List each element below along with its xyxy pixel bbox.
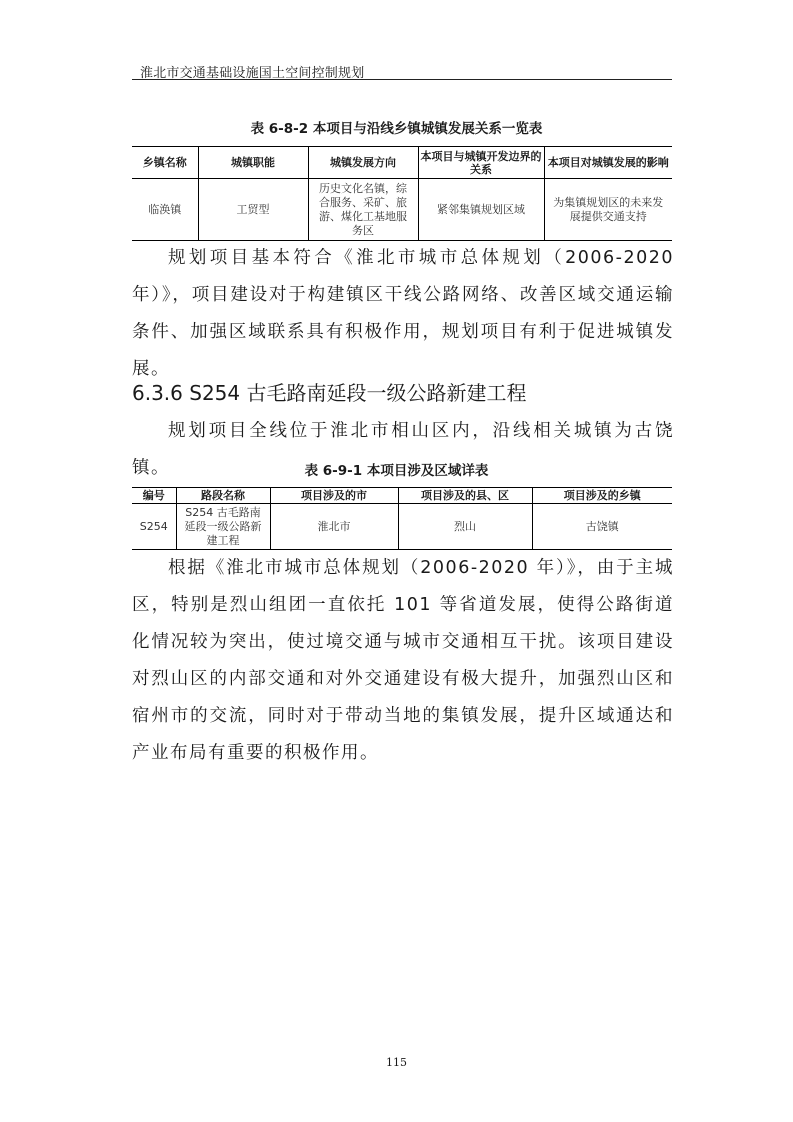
col-header: 本项目与城镇开发边界的关系: [418, 147, 544, 179]
table-cell: 为集镇规划区的未来发展提供交通支持: [544, 179, 672, 241]
col-header: 项目涉及的乡镇: [532, 488, 672, 504]
col-header: 城镇职能: [198, 147, 308, 179]
page-number: 115: [386, 1056, 407, 1069]
table-cell: 烈山: [398, 504, 532, 550]
table-header-row: [132, 488, 672, 504]
town-relation-table: [132, 146, 672, 241]
table1-caption: 表 6-8-2 本项目与沿线乡镇城镇发展关系一览表: [250, 121, 543, 137]
col-header: 乡镇名称: [142, 156, 187, 169]
section-title: S254 古毛路南延段一级公路新建工程: [189, 381, 527, 405]
table-cell: 历史文化名镇，综合服务、采矿、旅游、煤化工基地服务区: [308, 179, 418, 241]
body-paragraph: 规划项目全线位于淮北市相山区内，沿线相关城镇为古饶镇。: [132, 421, 674, 478]
table-cell: 淮北市: [270, 504, 398, 550]
col-header: 城镇发展方向: [308, 147, 418, 179]
table-cell: 临涣镇: [148, 202, 182, 216]
table2-caption: 表 6-9-1 本项目涉及区域详表: [304, 463, 489, 479]
body-paragraph: 根据《淮北市城市总体规划（2006-2020 年）》，由于主城区，特别是烈山组团一直依托 101 等省道发展，使得公路街道化情况较为突出，使过境交通与城市交通相互干扰。该项目建设对烈山区的内部交通和对外交通建设有极大提升，加强烈山区和宿州市的交流，同时对于带动当地的集镇发展，提升区域通达和产业布局有重要的积极作用。: [132, 558, 674, 763]
section-heading: [132, 377, 526, 406]
col-header: 本项目对城镇发展的影响: [544, 147, 672, 179]
table-row: [132, 504, 672, 550]
table-cell: S254 古毛路南延段一级公路新建工程: [176, 504, 270, 550]
table-cell: S254: [139, 519, 168, 533]
region-detail-table: [132, 487, 672, 550]
col-header: 项目涉及的县、区: [398, 488, 532, 504]
table-cell: 古饶镇: [532, 504, 672, 550]
body-paragraph: 规划项目基本符合《淮北市城市总体规划（2006-2020 年）》，项目建设对于构建镇区干线公路网络、改善区域交通运输条件、加强区域联系具有积极作用，规划项目有利于促进城镇发展。: [132, 248, 674, 379]
paragraph-block-1: [132, 240, 674, 388]
col-header: 编号: [142, 489, 165, 502]
section-number: 6.3.6: [132, 381, 183, 405]
table-row: [132, 179, 672, 241]
col-header: 项目涉及的市: [270, 488, 398, 504]
paragraph-block-3: [132, 550, 674, 772]
table-header-row: [132, 147, 672, 179]
header-rule: [132, 79, 672, 80]
col-header: 路段名称: [176, 488, 270, 504]
table-cell: 工贸型: [198, 179, 308, 241]
running-header: 淮北市交通基础设施国土空间控制规划: [140, 66, 365, 81]
table-cell: 紧邻集镇规划区域: [418, 179, 544, 241]
